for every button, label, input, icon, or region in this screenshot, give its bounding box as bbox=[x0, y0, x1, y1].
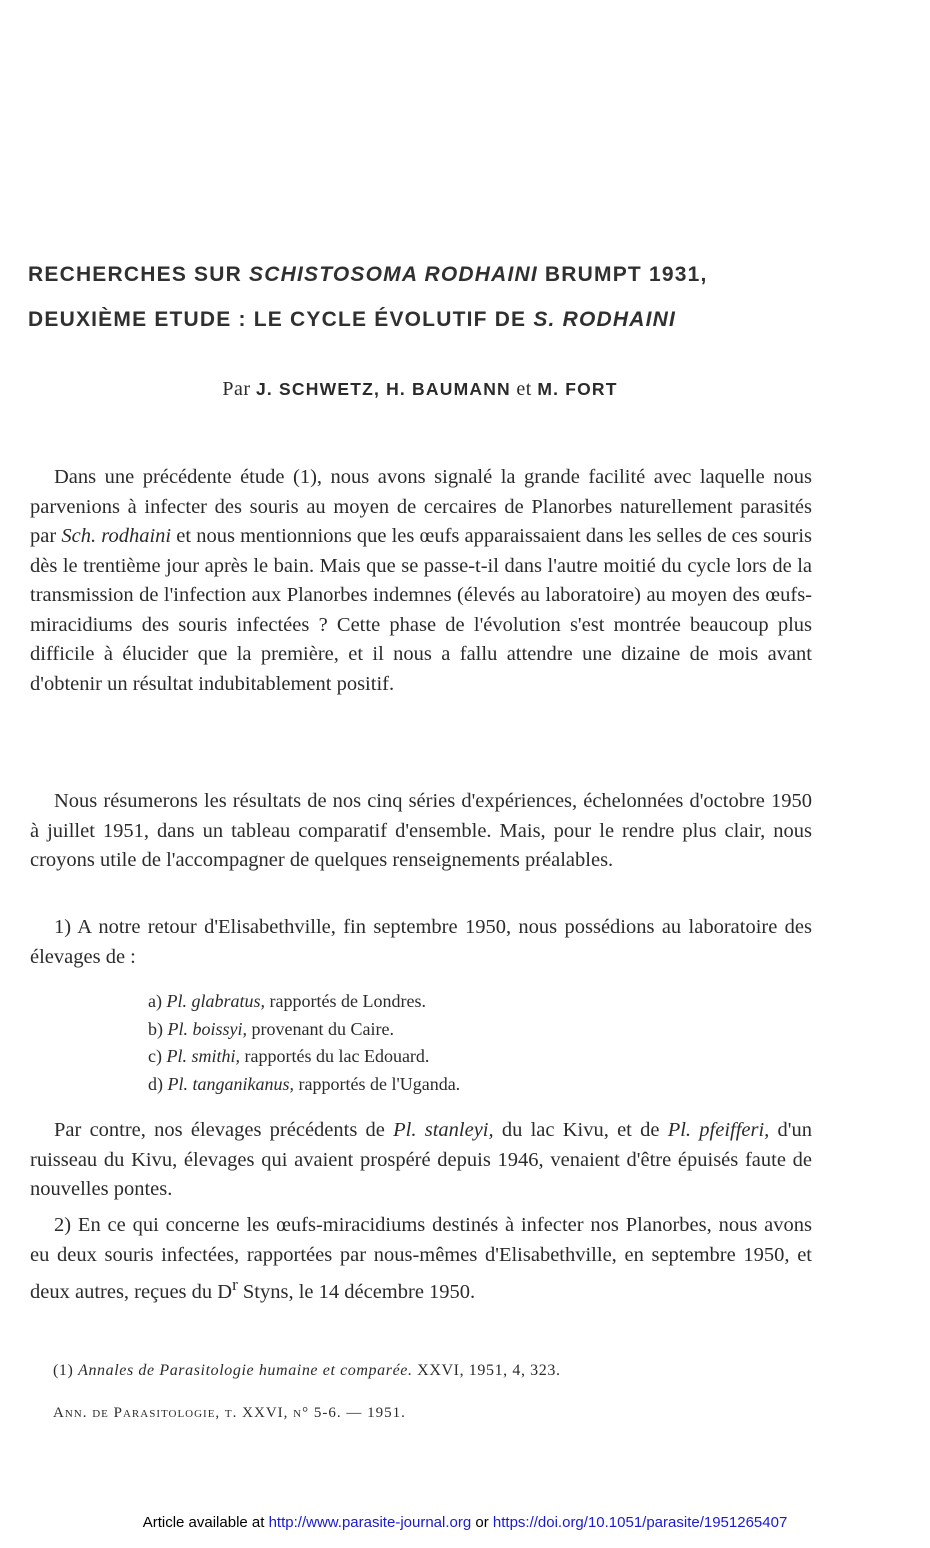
author-names: M. FORT bbox=[537, 379, 618, 399]
species-name: Pl. stanleyi, bbox=[393, 1119, 494, 1141]
list-text: rapportés du lac Edouard. bbox=[240, 1046, 430, 1066]
paragraph-text: 1) A notre retour d'Elisabethville, fin septembre 1950, nous possédions au laboratoire des élevages de : bbox=[30, 916, 812, 968]
availability-text: or bbox=[471, 1514, 493, 1531]
paragraph-text: Styns, le 14 décembre 1950. bbox=[237, 1280, 476, 1303]
author-line bbox=[0, 378, 840, 401]
species-name: Pl. smithi, bbox=[166, 1046, 240, 1066]
superscript: r bbox=[232, 1275, 238, 1294]
availability-line bbox=[0, 1514, 930, 1531]
footnote bbox=[53, 1362, 813, 1380]
journal-link[interactable]: http://www.parasite-journal.org bbox=[268, 1514, 472, 1531]
species-name: Pl. glabratus, bbox=[166, 991, 265, 1011]
title-species: SCHISTOSOMA RODHAINI bbox=[249, 263, 538, 286]
journal-citation: Ann. de Parasitologie, t. XXVI, n° 5-6. — 1951. bbox=[53, 1405, 406, 1421]
list-text: rapportés de l'Uganda. bbox=[294, 1073, 461, 1094]
paragraph-text: 2) En ce qui concerne les œufs-miracidiums destinés à infecter nos Planorbes, nous avons eu deux souris infectées, rapportées par nous-mêmes d'Elisabethville, en septembre 1950, et deux autres, reçues du D bbox=[30, 1214, 812, 1303]
paragraph-1 bbox=[30, 463, 812, 699]
footnote-reference: XXVI, 1951, 4, 323. bbox=[412, 1362, 561, 1379]
paragraph-text: Dans une précédente étude (1), nous avons signalé la grande facilité avec laquelle nous parvenions à infecter des souris au moyen de cercaires de Planorbes naturellement parasités par bbox=[30, 466, 812, 547]
list-item bbox=[148, 1016, 748, 1044]
author-prefix: Par bbox=[222, 378, 251, 400]
paragraph-text: et nous mentionnions que les œufs apparaissaient dans les selles de ces souris dès le trentième jour après le bain. Mais que se passe-t-il dans l'autre moitié du cycle lors de la transmission de l'infection aux Planorbes indemnes (élevés au laboratoire) au moyen des œufs-miracidiums des souris infectées ? Cette phase de l'évolution s'est montrée beaucoup plus difficile à élucider que la première, et il nous a fallu attendre une dizaine de mois avant d'obtenir un résultat indubitablement positif. bbox=[30, 525, 812, 695]
paragraph-text: du lac Kivu, et de bbox=[493, 1119, 668, 1141]
list-text: rapportés de Londres. bbox=[265, 991, 426, 1011]
species-name: Pl. pfeifferi, bbox=[667, 1119, 770, 1141]
title-line-2 bbox=[28, 308, 818, 332]
list-text: provenant du Caire. bbox=[247, 1018, 394, 1039]
title-line-1 bbox=[28, 263, 818, 287]
paragraph-3 bbox=[30, 913, 812, 972]
paragraph-5 bbox=[30, 1211, 812, 1307]
list-marker: b) bbox=[148, 1018, 163, 1039]
list-marker: a) bbox=[148, 991, 162, 1011]
paragraph-text: d'un ruisseau du Kivu, élevages qui avaient prospéré depuis 1946, venaient d'être épuisés faute de nouvelles pontes. bbox=[30, 1119, 812, 1200]
availability-text: Article available at bbox=[142, 1514, 269, 1531]
list-item bbox=[148, 1071, 748, 1099]
list-marker: d) bbox=[148, 1073, 163, 1094]
title-species: S. RODHAINI bbox=[533, 308, 677, 331]
species-list bbox=[148, 988, 748, 1098]
paragraph-2 bbox=[30, 787, 812, 876]
footnote-journal: Annales de Parasitologie humaine et comparée. bbox=[78, 1362, 413, 1379]
species-name: Pl. boissyi, bbox=[167, 1018, 247, 1039]
species-name: Pl. tanganikanus, bbox=[167, 1073, 294, 1094]
list-item bbox=[148, 1043, 748, 1071]
author-names: J. SCHWETZ, H. BAUMANN bbox=[256, 379, 511, 399]
paragraph-text: Nous résumerons les résultats de nos cinq séries d'expériences, échelonnées d'octobre 1950 à juillet 1951, dans un tableau comparatif d'ensemble. Mais, pour le rendre plus clair, nous croyons utile de l'accompagner de quelques renseignements préalables. bbox=[30, 790, 812, 871]
species-name: Sch. rodhaini bbox=[61, 525, 172, 547]
title-text: BRUMPT 1931, bbox=[537, 263, 708, 286]
doi-link[interactable]: https://doi.org/10.1051/parasite/1951265407 bbox=[492, 1514, 788, 1531]
title-text: RECHERCHES SUR bbox=[28, 263, 250, 286]
paragraph-4 bbox=[30, 1116, 812, 1205]
author-conjunction: et bbox=[516, 378, 532, 400]
footnote-number: (1) bbox=[53, 1362, 74, 1379]
paragraph-text: Par contre, nos élevages précédents de bbox=[54, 1119, 394, 1141]
list-item bbox=[148, 988, 748, 1016]
list-marker: c) bbox=[148, 1046, 162, 1066]
title-text: DEUXIÈME ETUDE : LE CYCLE ÉVOLUTIF DE bbox=[28, 308, 534, 331]
